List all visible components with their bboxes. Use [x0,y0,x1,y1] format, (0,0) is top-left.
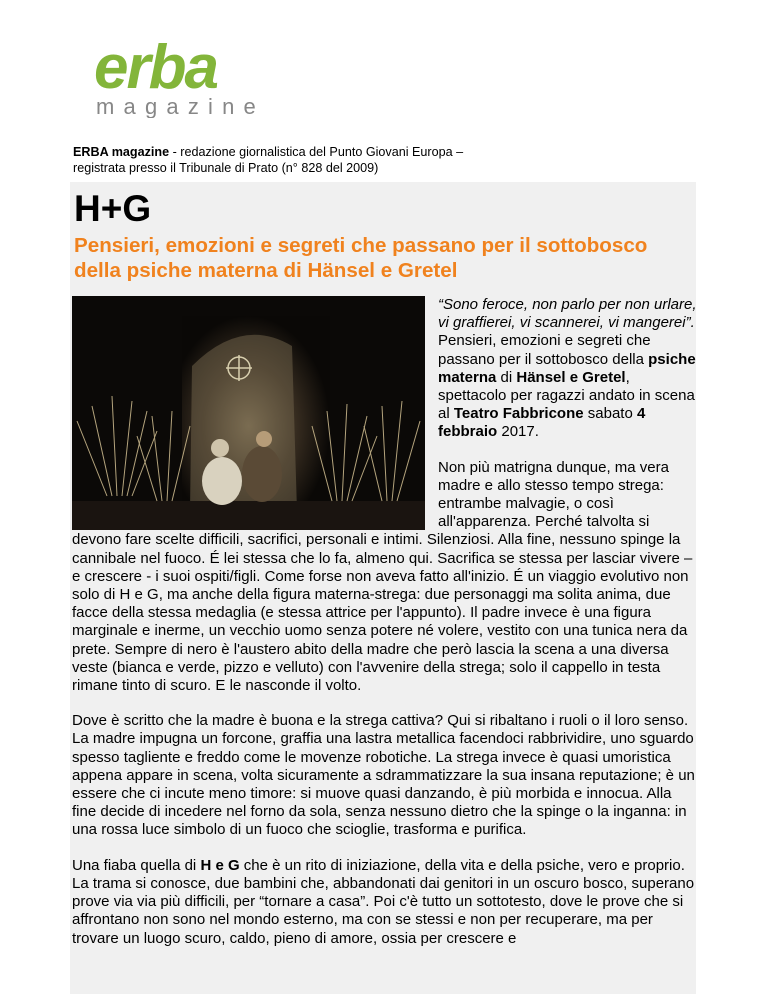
p1-bold-psiche: psiche materna [438,350,696,386]
article-subtitle: Pensieri, emozioni e segreti che passano per il sottobosco della psiche materna di Hänsel e Gretel [74,234,648,282]
article-body [72,296,698,965]
p1-bold-hansel: Hänsel e Gretel [516,368,626,386]
p4-bold-hg: H e G [200,856,240,874]
article-title: H+G [74,188,152,229]
erba-magazine-logo [92,38,302,118]
p1-text-e: sabato [583,405,637,423]
photo-float-spacer [72,296,425,530]
masthead-name: ERBA magazine [73,145,170,159]
p4-text-c: che è un rito di iniziazione, della vita e della psiche, vero e proprio. La trama si conosce, due bambini che, abbandonati dai genitori in un oscuro bosco, superano prove via via più difficili, per “tornare a casa”. Poi c'è tutto un sottotesto, dove le prove che si affrontano non sono nel mondo esterno, ma con se stessi e non per recuperare, ma per trovare un luogo scuro, caldo, pieno di amore, ossia per crescere e [72,856,695,947]
paragraph-4 [72,857,698,948]
masthead-text: - redazione giornalistica del Punto Giovani Europa – registrata presso il Tribunale di Prato (n° 828 del 2009) [73,145,464,175]
masthead-credit [73,144,513,176]
paragraph-3: Dove è scritto che la madre è buona e la strega cattiva? Qui si ribaltano i ruoli o il loro senso. La madre impugna un forcone, graffia una lastra metallica facendoci rabbrividire, uno sguardo spesso tagliente e freddo come le movenze robotiche. La strega invece è quasi umoristica appena appare in scena, volta sicuramente a sdrammatizzare la sua insana reputazione; è un essere che ci incute meno timore: si muove quasi danzando, è più morbida e innocua. Alla fine decide di incedere nel forno da sola, senza nessuno dietro che la spinge o la inganna: in una rossa luce simbolo di un fuoco che scioglie, trasforma e purifica. [72,712,695,839]
p1-bold-date: 4 febbraio [438,405,646,441]
p1-text-d: , spettacolo per ragazzi andato in scena al [438,368,695,423]
logo-sub-text: magazine [96,94,265,118]
p1-text-c: di [496,368,517,386]
p1-bold-teatro: Teatro Fabbricone [453,405,584,423]
opening-quote: “Sono feroce, non parlo per non urlare, vi graffierei, vi scannerei, vi mangerei”. [438,296,697,332]
p1-text-f: 2017. [497,423,539,441]
p1-text-a: Pensieri, emozioni e segreti che passano per il sottobosco della [438,332,651,368]
logo-main-text: erba [94,38,217,102]
p4-text-a: Una fiaba quella di [72,856,201,874]
paragraph-2: Non più matrigna dunque, ma vera madre e allo stesso tempo strega: entrambe malvagie, o così all'apparenza. Perché talvolta si devono fare scelte difficili, sacrifici, personali e intimi. Silenziosi. Alla fine, nessuno spinge la cannibale nel fuoco. É lei stessa che lo fa, almeno qui. Sacrifica se stessa per lasciar vivere – e crescere - i suoi ospiti/figli. Come forse non aveva fatto all'inizio. É un viaggio evolutivo non solo di H e G, ma anche della figura materna-strega: due personaggi ma solita anima, due facce della stessa medaglia (e stessa attrice per l'appunto). Il padre invece è una figura marginale e inerme, un vecchio uomo senza potere né volere, vestito con una tunica nera da prete. Sempre di nero è l'austero abito della madre che però lascia la scena a una diversa veste (bianca e verde, pizzo e velluto) con l'avvenire della strega; solo il cappello in testa rimane tinto di scuro. E le nasconde il volto. [72,458,693,695]
